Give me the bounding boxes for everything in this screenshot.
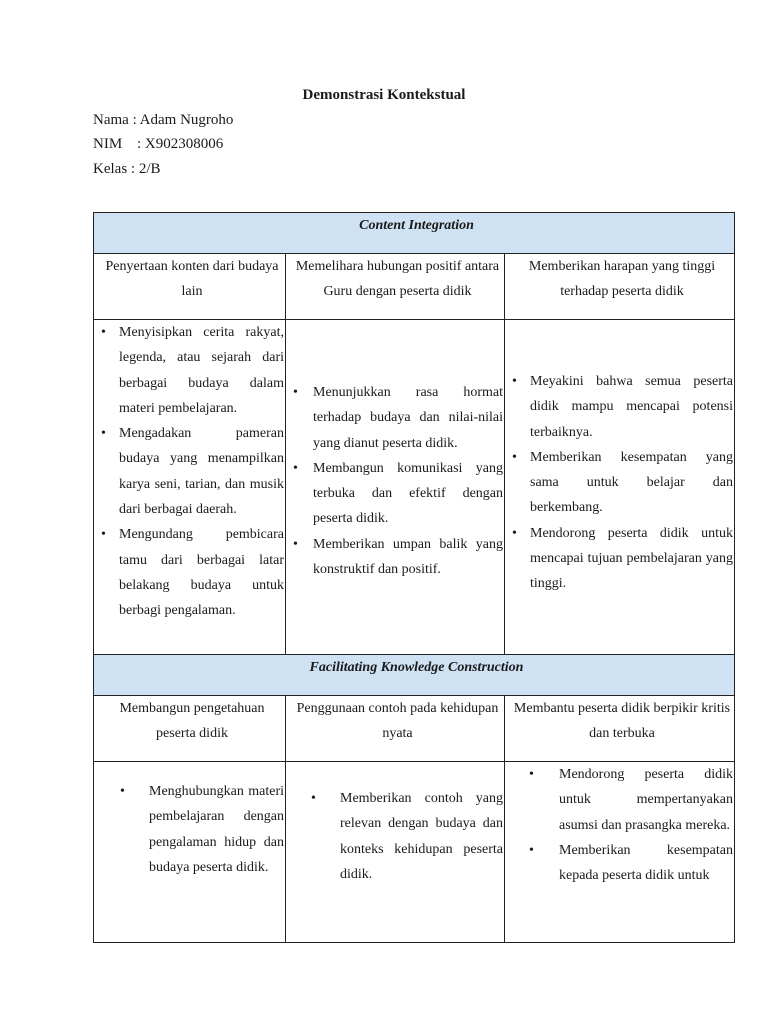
column-header: Membangun pengetahuan peserta didik bbox=[94, 696, 286, 762]
bullet-list bbox=[511, 762, 733, 888]
info-nim bbox=[93, 134, 223, 154]
list-item: • Menunjukkan rasa hormat terhadap budaya dan nilai-nilai yang dianut peserta didik. bbox=[292, 380, 503, 456]
bullet-list bbox=[100, 779, 284, 880]
list-item: • Mengundang pembicara tamu dari berbagai latar belakang budaya untuk berbagi pengalaman. bbox=[100, 522, 284, 623]
content-cell bbox=[94, 320, 286, 655]
list-item: • Membangun komunikasi yang terbuka dan efektif dengan peserta didik. bbox=[292, 456, 503, 532]
list-item: • Mengadakan pameran budaya yang menampilkan karya seni, tarian, dan musik dari berbagai daerah. bbox=[100, 421, 284, 522]
content-row-1 bbox=[94, 320, 735, 655]
info-nim-value: : X902308006 bbox=[137, 136, 224, 152]
section-title-content-integration: Content Integration bbox=[94, 213, 735, 254]
info-nama-value: : Adam Nugroho bbox=[132, 112, 234, 128]
info-kelas-value: : 2/B bbox=[130, 161, 161, 177]
list-item: • Meyakini bahwa semua peserta didik mampu mencapai potensi terbaiknya. bbox=[511, 369, 733, 445]
content-row-2 bbox=[94, 762, 735, 943]
header-row-2 bbox=[94, 696, 735, 762]
column-header: Memelihara hubungan positif antara Guru dengan peserta didik bbox=[286, 254, 505, 320]
bullet-list bbox=[511, 369, 733, 597]
bullet-list bbox=[292, 380, 503, 582]
info-kelas-label: Kelas bbox=[93, 161, 128, 177]
info-nim-label: NIM bbox=[93, 136, 123, 152]
bullet-list bbox=[100, 320, 284, 624]
content-cell bbox=[94, 762, 286, 943]
bullet-list bbox=[292, 786, 503, 887]
list-item: • Menghubungkan materi pembelajaran dengan pengalaman hidup dan budaya peserta didik. bbox=[119, 779, 284, 880]
content-cell bbox=[286, 320, 505, 655]
list-item: • Memberikan kesempatan yang sama untuk belajar dan berkembang. bbox=[511, 445, 733, 521]
column-header: Memberikan harapan yang tinggi terhadap peserta didik bbox=[505, 254, 735, 320]
list-item: • Mendorong peserta didik untuk mempertanyakan asumsi dan prasangka mereka. bbox=[528, 762, 733, 838]
info-nama bbox=[93, 110, 233, 130]
content-cell bbox=[286, 762, 505, 943]
list-item: • Menyisipkan cerita rakyat, legenda, atau sejarah dari berbagai budaya dalam materi pembelajaran. bbox=[100, 320, 284, 421]
section-row-content-integration bbox=[94, 213, 735, 254]
header-row-1 bbox=[94, 254, 735, 320]
content-cell bbox=[505, 762, 735, 943]
content-cell bbox=[505, 320, 735, 655]
list-item: • Memberikan umpan balik yang konstruktif dan positif. bbox=[292, 532, 503, 583]
list-item: • Mendorong peserta didik untuk mencapai tujuan pembelajaran yang tinggi. bbox=[511, 521, 733, 597]
section-title-facilitating-knowledge-construction: Facilitating Knowledge Construction bbox=[94, 655, 735, 696]
document-title: Demonstrasi Kontekstual bbox=[302, 87, 466, 103]
column-header: Membantu peserta didik berpikir kritis dan terbuka bbox=[505, 696, 735, 762]
column-header: Penyertaan konten dari budaya lain bbox=[94, 254, 286, 320]
list-item: • Memberikan kesempatan kepada peserta didik untuk bbox=[528, 838, 733, 889]
demonstration-table bbox=[93, 212, 735, 943]
section-row-facilitating-knowledge-construction bbox=[94, 655, 735, 696]
column-header: Penggunaan contoh pada kehidupan nyata bbox=[286, 696, 505, 762]
info-kelas bbox=[93, 159, 161, 179]
list-item: • Memberikan contoh yang relevan dengan budaya dan konteks kehidupan peserta didik. bbox=[310, 786, 503, 887]
info-nama-label: Nama bbox=[93, 112, 129, 128]
